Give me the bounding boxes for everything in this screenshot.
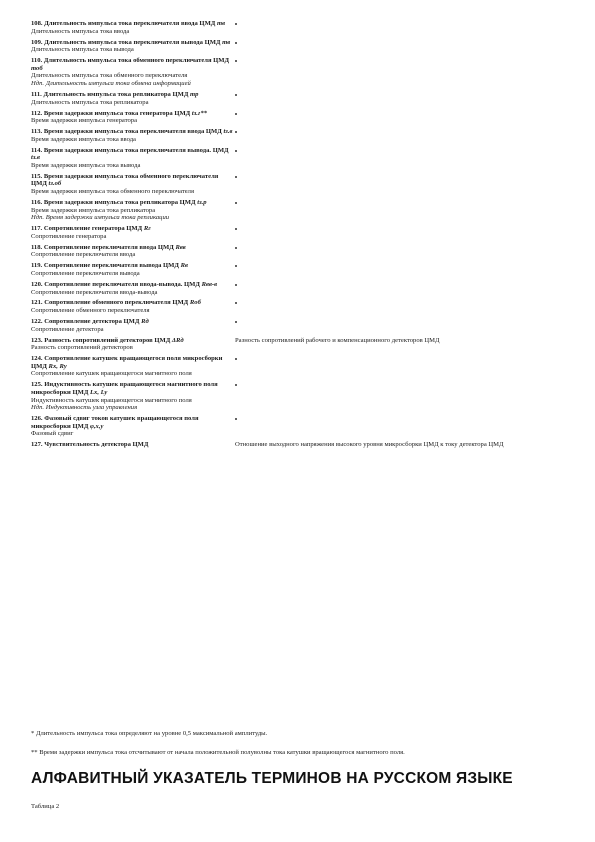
- term-row: [31, 415, 566, 438]
- term-number: 126.: [31, 415, 43, 423]
- term-explanation-cell: [235, 57, 566, 87]
- term-symbol: Rд: [141, 318, 149, 326]
- dot-marker: [235, 247, 237, 249]
- term-explanation-cell: [235, 91, 566, 106]
- dot-marker: [235, 202, 237, 204]
- term-row: [31, 381, 566, 411]
- term-deprecated: Ндп. Индуктивность узла управления: [31, 404, 138, 412]
- term-row: [31, 281, 566, 296]
- dot-marker: [235, 228, 237, 230]
- term-number: 115.: [31, 172, 43, 180]
- table-label: Таблица 2: [31, 803, 60, 810]
- term-row: [31, 355, 566, 378]
- term-explanation-cell: Разность сопротивлений рабочего и компенсационного детекторов ЦМД: [235, 336, 440, 344]
- dot-marker: [235, 418, 237, 420]
- term-definition-cell: [31, 355, 235, 378]
- term-symbol: тв: [216, 20, 226, 27]
- term-name: Сопротивление переключателя вывода ЦМД: [43, 262, 179, 270]
- term-definition-cell: [31, 20, 235, 35]
- term-explanation-cell: [235, 355, 566, 378]
- term-definition-cell: [31, 281, 235, 296]
- dot-marker: [235, 358, 237, 360]
- term-deprecated: Ндп. Длительность импульса тока обмена информацией: [31, 79, 191, 87]
- term-title: [31, 91, 235, 99]
- term-symbol: тв: [222, 38, 231, 46]
- term-name: Фазовый сдвиг токов катушек вращающегося поля микросборки ЦМД: [31, 415, 199, 430]
- term-definition-cell: [31, 39, 235, 54]
- dot-marker: [235, 150, 237, 152]
- term-synonym: Длительность импульса тока ввода: [31, 27, 130, 35]
- term-synonym: Сопротивление генератора: [31, 232, 107, 240]
- term-symbol: ΔRд: [171, 336, 184, 344]
- term-synonym: Сопротивление детектора: [31, 325, 104, 333]
- term-name: Сопротивление катушек вращающегося поля микросборки ЦМД: [31, 355, 223, 370]
- term-title: [31, 415, 235, 430]
- term-number: 114.: [31, 146, 43, 154]
- term-symbol: тр: [190, 90, 199, 98]
- term-definition-cell: [31, 91, 235, 106]
- term-number: 121.: [31, 299, 43, 307]
- term-symbol: Rв: [180, 262, 188, 270]
- term-number: 124.: [31, 355, 43, 363]
- term-number: 108.: [31, 20, 43, 27]
- term-number: 118.: [31, 243, 43, 251]
- term-row: [31, 20, 566, 35]
- dot-marker: [235, 131, 237, 133]
- term-definition-cell: [31, 110, 235, 125]
- term-number: 122.: [31, 318, 43, 326]
- term-title: [31, 299, 235, 307]
- term-row: [31, 299, 566, 314]
- term-number: 112.: [31, 109, 43, 117]
- term-symbol: Lx, Ly: [90, 388, 108, 396]
- term-number: 123.: [31, 336, 43, 344]
- term-name: Разность сопротивлений детекторов ЦМД: [44, 336, 171, 344]
- term-number: 125.: [31, 381, 43, 389]
- term-symbol: tз.об: [48, 180, 62, 188]
- term-row: [31, 225, 566, 240]
- term-explanation-cell: [235, 281, 566, 296]
- term-definition-cell: [31, 415, 235, 438]
- dot-marker: [235, 113, 237, 115]
- term-synonym: Фазовый сдвиг: [31, 430, 74, 438]
- term-definition-cell: [31, 225, 235, 240]
- term-row: [31, 199, 566, 222]
- term-title: [31, 225, 235, 233]
- term-title: [31, 39, 235, 47]
- term-name: Длительность импульса тока обменного переключателя ЦМД: [43, 57, 230, 65]
- term-number: 109.: [31, 38, 43, 46]
- term-synonym: Время задержки импульса тока обменного переключателя: [31, 188, 194, 196]
- term-deprecated: Ндп. Время задержки импульса тока репликации: [31, 214, 170, 222]
- terms-table: [31, 20, 566, 452]
- term-title: [31, 281, 235, 289]
- term-explanation-cell: [235, 173, 566, 196]
- term-title: [31, 147, 235, 162]
- term-explanation-cell: [235, 318, 566, 333]
- index-heading: АЛФАВИТНЫЙ УКАЗАТЕЛЬ ТЕРМИНОВ НА РУССКОМ ЯЗЫКЕ: [31, 770, 513, 787]
- term-row: [31, 173, 566, 196]
- term-synonym: Время задержки импульса тока ввода: [31, 135, 136, 143]
- term-definition-cell: [31, 128, 235, 143]
- footnote-1: * Длительность импульса тока определяют на уровне 0,5 максимальной амплитуды.: [31, 730, 268, 737]
- dot-marker: [235, 42, 237, 44]
- term-row: [31, 337, 566, 352]
- term-name: Длительность импульса тока репликатора ЦМД: [43, 90, 189, 98]
- term-definition-cell: [31, 57, 235, 87]
- term-synonym: Сопротивление катушек вращающегося магнитного поля: [31, 370, 192, 378]
- term-name: Сопротивление обменного переключателя ЦМД: [44, 299, 189, 307]
- term-title: [31, 318, 235, 326]
- term-name: Время задержки импульса тока переключателя вывода. ЦМД: [43, 146, 229, 154]
- term-symbol: tз.г**: [191, 109, 207, 117]
- dot-marker: [235, 302, 237, 304]
- term-explanation-cell: [235, 20, 566, 35]
- term-name: Чувствительность детектора ЦМД: [44, 441, 149, 449]
- term-synonym: Время задержки импульса тока вывода: [31, 161, 141, 169]
- term-definition-cell: [31, 173, 235, 196]
- term-definition-cell: [31, 318, 235, 333]
- term-number: 111.: [31, 90, 42, 98]
- term-explanation-cell: Отношение выходного напряжения высокого уровня микросборки ЦМД к току детектора ЦМД: [235, 441, 504, 449]
- term-row: [31, 39, 566, 54]
- term-synonym: Сопротивление переключателя ввода: [31, 251, 136, 259]
- term-explanation-cell: [235, 199, 566, 222]
- term-name: Время задержки импульса тока репликатора ЦМД: [43, 199, 196, 206]
- dot-marker: [235, 265, 237, 267]
- term-title: [31, 355, 235, 370]
- term-name: Сопротивление генератора ЦМД: [43, 225, 143, 233]
- term-row: [31, 262, 566, 277]
- term-definition-cell: [31, 244, 235, 259]
- term-title: [31, 381, 235, 396]
- term-explanation-cell: [235, 110, 566, 125]
- term-row: [31, 441, 566, 449]
- term-explanation-cell: [235, 262, 566, 277]
- term-synonym: Сопротивление переключателя вывода: [31, 269, 140, 277]
- term-synonym: Время задержки импульса генератора: [31, 117, 138, 125]
- term-symbol: Rг: [143, 225, 151, 233]
- term-number: 110.: [31, 57, 43, 65]
- term-title: [31, 199, 235, 207]
- term-number: 119.: [31, 262, 43, 270]
- term-definition-cell: [31, 147, 235, 170]
- term-number: 116.: [31, 199, 43, 206]
- term-definition-cell: [31, 262, 235, 277]
- term-name: Длительность импульса тока переключателя ввода ЦМД: [44, 20, 216, 27]
- term-row: [31, 244, 566, 259]
- term-name: Время задержки импульса тока генератора ЦМД: [43, 109, 191, 117]
- term-definition-cell: [31, 381, 235, 411]
- term-name: Время задержки импульса тока обменного переключателя ЦМД: [31, 172, 219, 188]
- term-explanation-cell: [235, 128, 566, 143]
- dot-marker: [235, 321, 237, 323]
- term-name: Время задержки импульса тока переключателя ввода ЦМД: [43, 128, 222, 136]
- term-row: [31, 318, 566, 333]
- footnote-2: ** Время задержки импульса тока отсчитывают от начала положительной полуволны тока катушки вращающегося магнитного поля.: [31, 749, 405, 756]
- term-symbol: Rx, Ry: [48, 362, 67, 370]
- term-symbol: φ,х,у: [90, 422, 104, 430]
- term-synonym: Разность сопротивлений детекторов: [31, 344, 133, 352]
- term-explanation-cell: [235, 39, 566, 54]
- term-synonym: Длительность импульса тока вывода: [31, 46, 134, 54]
- term-explanation-cell: [235, 244, 566, 259]
- dot-marker: [235, 94, 237, 96]
- term-row: [31, 128, 566, 143]
- term-title: [31, 173, 235, 188]
- term-definition-cell: [31, 337, 235, 352]
- term-row: [31, 147, 566, 170]
- term-name: Длительность импульса тока переключателя вывода ЦМД: [44, 38, 221, 46]
- dot-marker: [235, 176, 237, 178]
- term-explanation-cell: [235, 415, 566, 438]
- term-number: 113.: [31, 128, 43, 136]
- term-synonym: Сопротивление обменного переключателя: [31, 307, 150, 315]
- term-synonym: Сопротивление переключателя ввода-вывода: [31, 288, 158, 296]
- term-explanation-cell: [235, 225, 566, 240]
- term-definition-cell: [31, 299, 235, 314]
- term-title: [31, 20, 235, 28]
- term-synonym: Время задержки импульса тока репликатора: [31, 206, 156, 214]
- term-synonym: Индуктивность катушек вращающегося магнитного поля: [31, 396, 192, 404]
- term-symbol: Rвв-в: [201, 280, 218, 288]
- term-title: [31, 110, 235, 118]
- term-synonym: Длительность импульса тока обменного переключателя: [31, 72, 188, 80]
- term-title: [31, 128, 235, 136]
- term-symbol: тоб: [31, 64, 43, 72]
- term-name: Сопротивление детектора ЦМД: [44, 318, 140, 326]
- term-symbol: tз.в: [31, 154, 40, 162]
- term-definition-cell: [31, 441, 235, 449]
- term-definition-cell: [31, 199, 235, 222]
- term-row: [31, 57, 566, 87]
- term-row: [31, 110, 566, 125]
- term-title: [31, 262, 235, 270]
- term-row: [31, 91, 566, 106]
- term-name: Индуктивность катушек вращающегося магнитного поля микросборки ЦМД: [31, 381, 218, 396]
- term-explanation-cell: [235, 381, 566, 411]
- term-symbol: tз.в: [223, 128, 233, 136]
- term-title: [31, 244, 235, 252]
- term-title: [31, 57, 235, 72]
- dot-marker: [235, 284, 237, 286]
- term-name: Сопротивление переключателя ввода ЦМД: [43, 243, 174, 251]
- term-title: [31, 441, 235, 449]
- dot-marker: [235, 23, 237, 25]
- term-number: 117.: [31, 225, 43, 233]
- term-explanation-cell: [235, 299, 566, 314]
- term-title: [31, 337, 235, 345]
- term-synonym: Длительность импульса тока репликатора: [31, 98, 149, 106]
- term-symbol: Rвв: [175, 243, 186, 251]
- term-name: Сопротивление переключателя ввода-вывода. ЦМД: [44, 280, 200, 288]
- term-symbol: tз.р: [197, 199, 207, 206]
- dot-marker: [235, 384, 237, 386]
- footnotes: [31, 730, 566, 768]
- dot-marker: [235, 60, 237, 62]
- term-number: 120.: [31, 280, 43, 288]
- term-number: 127.: [31, 441, 43, 449]
- term-symbol: Rоб: [189, 299, 201, 307]
- term-explanation-cell: [235, 147, 566, 170]
